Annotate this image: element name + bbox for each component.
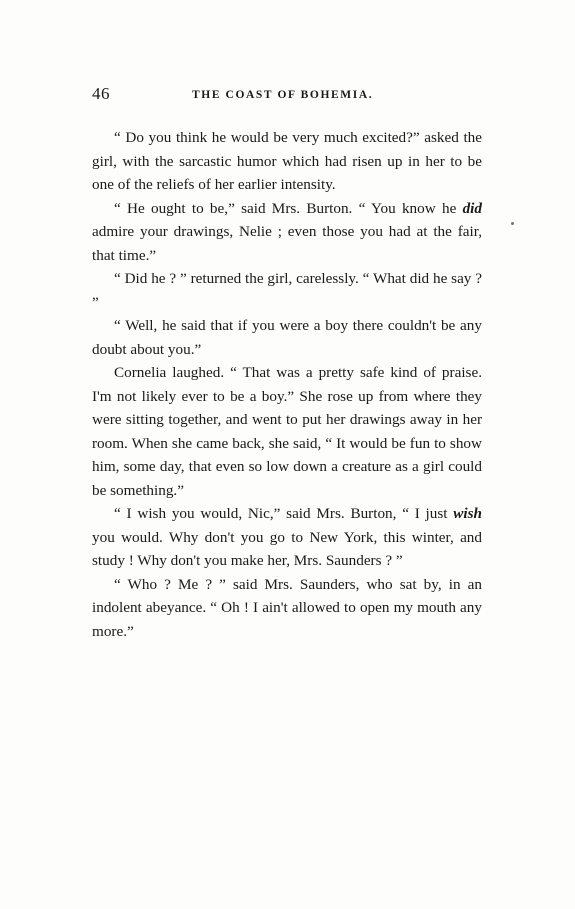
- paragraph: [92, 502, 482, 573]
- paragraph: [92, 267, 482, 314]
- paragraph: [92, 573, 482, 644]
- paragraph: [92, 197, 482, 268]
- running-head: THE COAST OF BOHEMIA.: [192, 89, 374, 101]
- page-number: 46: [92, 84, 110, 103]
- body-text: [92, 126, 482, 643]
- text-run: Cornelia laughed. “ That was a pretty safe kind of praise. I'm not likely ever to be a boy.” She rose up from where they were sitting together, and went to put her drawings away in her room. When she came back, she said, “ It would be fun to show him, some day, that even so low down a creature as a girl could be something.”: [92, 364, 482, 499]
- text-run: “ Did he ? ” returned the girl, carelessly. “ What did he say ? ”: [92, 270, 482, 311]
- text-run: “ He ought to be,” said Mrs. Burton. “ You know he: [114, 199, 463, 217]
- page-header: [92, 84, 482, 110]
- emphasized-text: did: [462, 199, 482, 217]
- paragraph: [92, 126, 482, 197]
- text-run: admire your drawings, Nelie ; even those you had at the fair, that time.”: [92, 223, 482, 264]
- paragraph: [92, 361, 482, 502]
- text-run: “ Well, he said that if you were a boy there couldn't be any doubt about you.”: [92, 317, 482, 358]
- text-run: you would. Why don't you go to New York, this winter, and study ! Why don't you make her, Mrs. Saunders ? ”: [92, 528, 482, 569]
- paragraph: [92, 314, 482, 361]
- emphasized-text: wish: [453, 505, 482, 522]
- print-speck: [511, 222, 514, 225]
- text-run: “ Do you think he would be very much excited?” asked the girl, with the sarcastic humor which had risen up in her to be one of the reliefs of her earlier intensity.: [92, 129, 482, 193]
- text-run: “ Who ? Me ? ” said Mrs. Saunders, who sat by, in an indolent abeyance. “ Oh ! I ain't allowed to open my mouth any more.”: [92, 575, 482, 640]
- text-run: “ I wish you would, Nic,” said Mrs. Burton, “ I just: [114, 505, 454, 522]
